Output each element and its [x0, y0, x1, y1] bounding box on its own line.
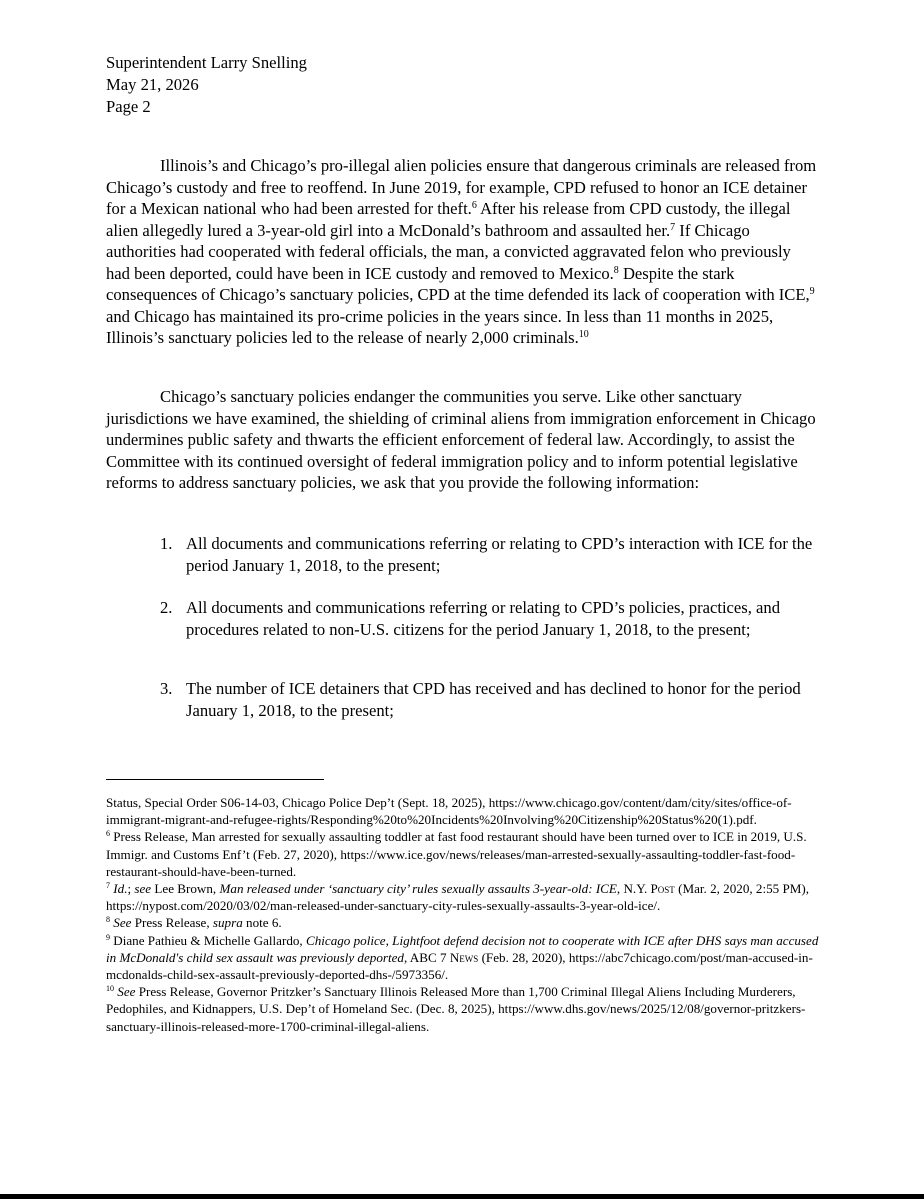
footnote-publication: Post [650, 881, 675, 897]
footnote-ref-7: 7 [670, 221, 676, 233]
footnote-divider [106, 779, 324, 780]
footnote-text: , ABC 7 [403, 949, 450, 965]
footnote-see-signal: see [134, 881, 152, 897]
footnote-see-signal: See [113, 915, 132, 931]
body-paragraph-1 [106, 155, 818, 349]
list-item-number: 2. [160, 598, 173, 617]
footnote-text: (Mar. 2, 2020, 2:55 PM), https://nypost.com/2020/03/02/man-released-under-sanctuary-city-rules-sexually-assaults-3-year-old-ice/. [106, 881, 810, 914]
footnote-text: Press Release, Governor Pritzker’s Sanctuary Illinois Released More than 1,700 Criminal Illegal Aliens Including Murderers, Pedophiles, and Kidnappers, U.S. Dep’t of Homeland Sec. (Dec. 8, 2025), https://www.dhs.gov/news/2025/12/08/governor-pritzkers-sanctuary-illinois-released-more-1700-criminal-illegal-aliens. [106, 984, 806, 1034]
list-item-text: The number of ICE detainers that CPD has received and has declined to honor for the period January 1, 2018, to the present; [186, 679, 801, 720]
p1-sentence-1: Illinois’s and Chicago’s pro-illegal alien policies ensure that dangerous criminals are released from Chicago’s custody and free to reoffend. In June 2019, for example, CPD refused to honor an ICE detainer for a Mexican national who had been arrested for theft. [106, 156, 817, 218]
footnote-see-signal: See [117, 984, 136, 1000]
footnote-text: Diane Pathieu & Michelle Gallardo, [110, 932, 306, 948]
footnote-continuation: Status, Special Order S06-14-03, Chicago Police Dep’t (Sept. 18, 2025), https://www.chicago.gov/content/dam/city/sites/office-of-immigrant-migrant-and-refugee-rights/Responding%20to%20Incidents%20Involving%20Citizenship%20Status%20(1).pdf. [106, 795, 792, 828]
footnote-mark: 7 [106, 881, 110, 891]
footnote-ref-6: 6 [471, 200, 477, 211]
footnotes [106, 794, 822, 1035]
date-line: May 21, 2026 [106, 75, 199, 94]
recipient-line: Superintendent Larry Snelling [106, 53, 307, 72]
footnote-6 [106, 828, 822, 880]
footnote-8 [106, 914, 822, 931]
list-item-text: All documents and communications referring or relating to CPD’s interaction with ICE for the period January 1, 2018, to the present; [186, 534, 813, 575]
page-number: Page 2 [106, 97, 151, 116]
footnote-text: Press Release, Man arrested for sexually assaulting toddler at fast food restaurant should have been turned over to ICE in 2019, U.S. Immigr. and Customs Enf’t (Feb. 27, 2020), https://www.ice.gov/news/releases/man-arrested-sexually-assaulting-toddler-fast-food-restaurant-should-have-been-turned. [106, 829, 807, 879]
footnote-text: (Feb. 28, 2020), https://abc7chicago.com/post/man-accused-in-mcdonalds-child-sex-assault-previously-deported-dhs-/5973356/. [106, 949, 813, 983]
footnote-text: , N.Y. [616, 881, 651, 897]
footnote-publication: News [449, 949, 479, 965]
footnote-mark: 8 [106, 915, 110, 925]
p1-sentence-4: Despite the stark consequences of Chicago’s sanctuary policies, CPD at the time defended its lack of cooperation with ICE, [106, 263, 810, 304]
footnote-text: Press Release, [131, 915, 213, 931]
footnote-10 [106, 983, 822, 1035]
list-item-number: 1. [160, 534, 173, 553]
p1-sentence-3: If Chicago authorities had cooperated with federal officials, the man, a convicted aggravated felon who previously had been deported, could have been in ICE custody and removed to Mexico. [106, 220, 791, 283]
footnote-supra: supra [212, 915, 243, 931]
list-item-number: 3. [160, 679, 173, 698]
footnote-text: ; [127, 881, 135, 897]
page-bottom-edge [0, 1194, 924, 1199]
footnote-ref-10: 10 [578, 329, 589, 340]
footnote-mark: 6 [106, 829, 110, 839]
footnote-7 [106, 880, 822, 914]
footnote-article-title: Man released under ‘sanctuary city’ rules sexually assaults 3-year-old: ICE [219, 881, 617, 897]
footnote-ref-8: 8 [613, 264, 619, 276]
p1-sentence-5: and Chicago has maintained its pro-crime policies in the years since. In less than 11 months in 2025, Illinois’s sanctuary policies led to the release of nearly 2,000 criminals. [106, 306, 774, 347]
footnote-id-signal: Id. [113, 881, 128, 897]
letter-header [106, 52, 307, 118]
p1-sentence-2: After his release from CPD custody, the illegal alien allegedly lured a 3-year-old girl into a McDonald’s bathroom and assaulted her. [106, 199, 791, 240]
footnote-mark: 10 [106, 984, 114, 994]
footnote-mark: 9 [106, 932, 110, 942]
footnote-text: Lee Brown, [151, 881, 220, 897]
footnote-9 [106, 932, 822, 984]
footnote-ref-9: 9 [809, 286, 815, 297]
footnote-article-title: Chicago police, Lightfoot defend decision not to cooperate with ICE after DHS says man accused in McDonald's child sex assault was previously deported [106, 932, 819, 965]
footnote-text: note 6. [242, 915, 282, 931]
body-paragraph-2: Chicago’s sanctuary policies endanger the communities you serve. Like other sanctuary jurisdictions we have examined, the shielding of criminal aliens from immigration enforcement in Chicago undermines public safety and thwarts the efficient enforcement of federal law. Accordingly, to assist the Committee with its continued oversight of federal immigration policy and to inform potential legislative reforms to address sanctuary policies, we ask that you provide the following information: [106, 387, 816, 492]
list-item-text: All documents and communications referring or relating to CPD’s policies, practices, and procedures related to non-U.S. citizens for the period January 1, 2018, to the present; [186, 598, 780, 639]
